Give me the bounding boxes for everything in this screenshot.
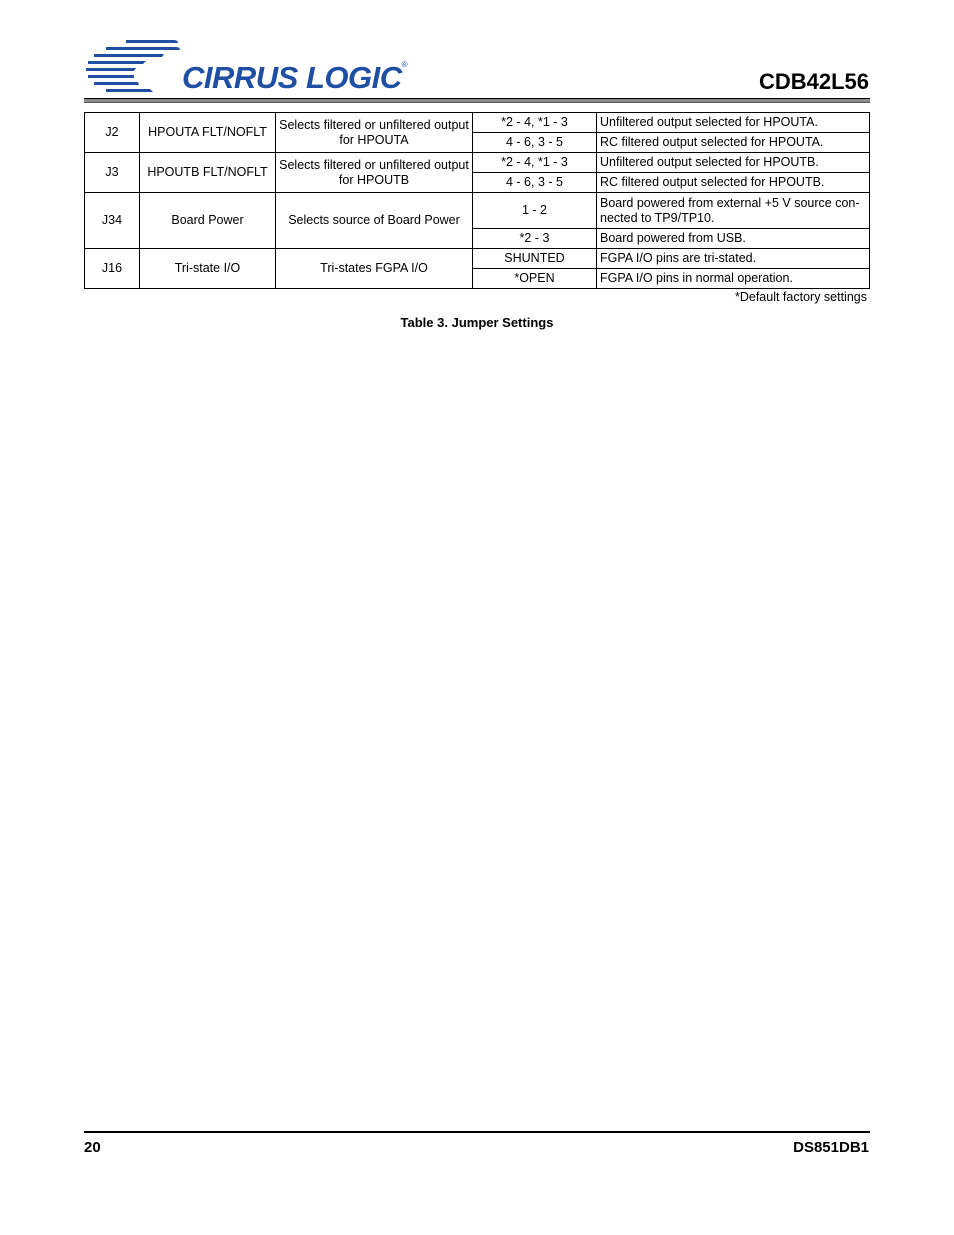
jumper-id-cell: J16 (85, 249, 140, 289)
document-title: CDB42L56 (758, 69, 869, 94)
jumper-function-cell: Board powered from external +5 V source con-nected to TP9/TP10. (597, 193, 870, 229)
jumper-position-cell: *2 - 3 (473, 229, 597, 249)
jumper-position-cell: 4 - 6, 3 - 5 (473, 173, 597, 193)
jumper-function-cell: Board powered from USB. (597, 229, 870, 249)
jumper-position-cell: *OPEN (473, 269, 597, 289)
jumper-label-cell: Board Power (140, 193, 276, 249)
jumper-id-cell: J2 (85, 113, 140, 153)
jumper-settings-table (84, 112, 870, 289)
table-row (85, 113, 870, 133)
jumper-position-cell: SHUNTED (473, 249, 597, 269)
jumper-position-cell: 4 - 6, 3 - 5 (473, 133, 597, 153)
jumper-description-cell: Tri-states FGPA I/O (276, 249, 473, 289)
jumper-label-cell: HPOUTA FLT/NOFLT (140, 113, 276, 153)
footer-divider (84, 1131, 870, 1133)
header-divider (84, 98, 870, 103)
cirrus-logic-logo (86, 38, 406, 98)
jumper-function-cell: FGPA I/O pins are tri-stated. (597, 249, 870, 269)
table-footnote: *Default factory settings (734, 290, 867, 304)
jumper-position-cell: *2 - 4, *1 - 3 (473, 113, 597, 133)
logo-swoosh-icon (86, 38, 182, 98)
jumper-label-cell: HPOUTB FLT/NOFLT (140, 153, 276, 193)
table-row (85, 193, 870, 229)
jumper-function-cell: RC filtered output selected for HPOUTA. (597, 133, 870, 153)
jumper-description-cell: Selects filtered or unfiltered output for HPOUTA (276, 113, 473, 153)
document-id: DS851DB1 (793, 1139, 869, 1156)
jumper-description-cell: Selects filtered or unfiltered output for HPOUTB (276, 153, 473, 193)
jumper-description-cell: Selects source of Board Power (276, 193, 473, 249)
page-number: 20 (84, 1139, 101, 1156)
jumper-id-cell: J3 (85, 153, 140, 193)
jumper-label-cell: Tri-state I/O (140, 249, 276, 289)
jumper-id-cell: J34 (85, 193, 140, 249)
table-caption: Table 3. Jumper Settings (400, 315, 554, 330)
jumper-function-cell: Unfiltered output selected for HPOUTB. (597, 153, 870, 173)
jumper-function-cell: Unfiltered output selected for HPOUTA. (597, 113, 870, 133)
jumper-function-cell: RC filtered output selected for HPOUTB. (597, 173, 870, 193)
jumper-position-cell: *2 - 4, *1 - 3 (473, 153, 597, 173)
table-row (85, 153, 870, 173)
jumper-position-cell: 1 - 2 (473, 193, 597, 229)
logo-wordmark: CIRRUS LOGIC® (182, 60, 408, 95)
jumper-function-cell: FGPA I/O pins in normal operation. (597, 269, 870, 289)
table-row (85, 249, 870, 269)
